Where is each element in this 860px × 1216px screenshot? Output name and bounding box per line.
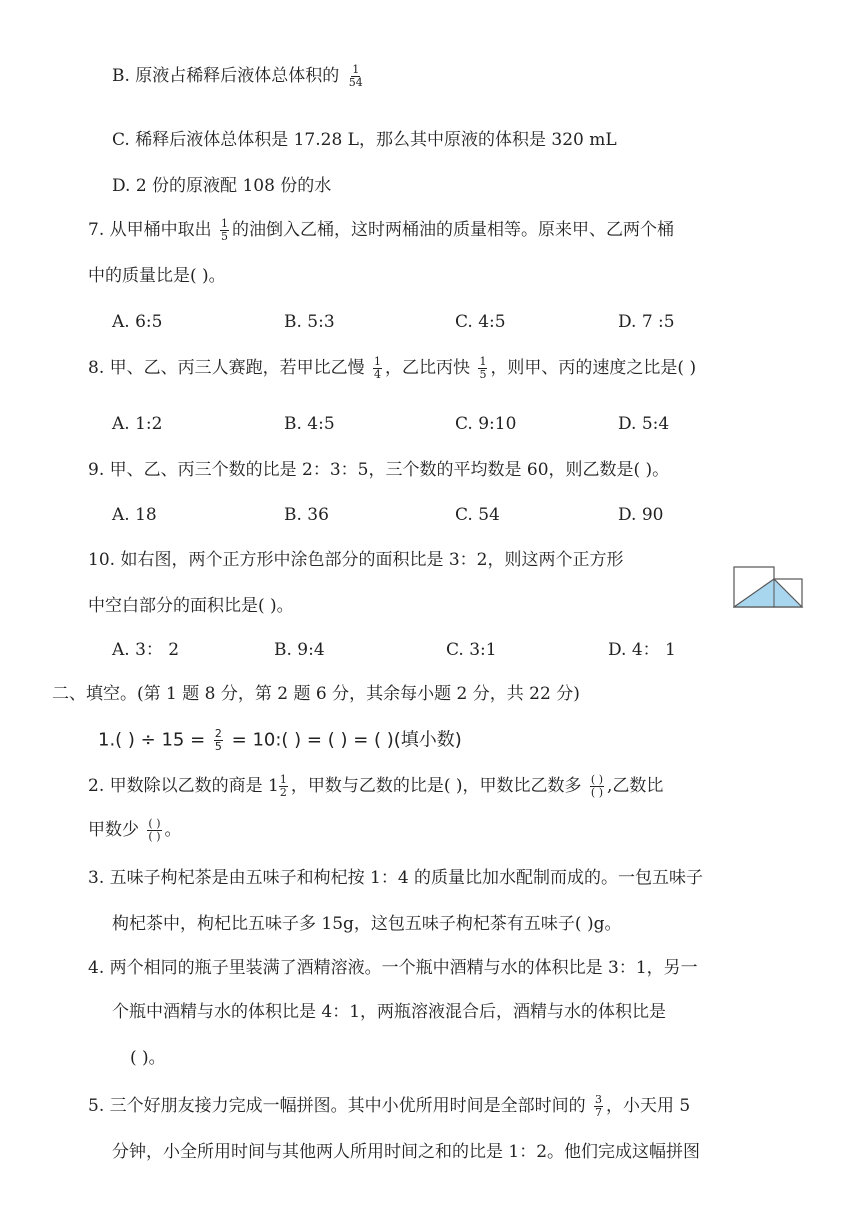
fill1-text-end: = 10:( ) = ( ) = ( )(填小数)	[231, 729, 462, 751]
fraction	[373, 356, 382, 381]
numerator: 1	[221, 217, 229, 230]
fill2-line1	[88, 774, 663, 799]
q7-text-cont: 的油倒入乙桶，这时两桶油的质量相等。原来甲、乙两个桶	[232, 220, 675, 240]
fill5-text: 5. 三个好朋友接力完成一幅拼图。其中小优所用时间是全部时间的	[88, 1096, 586, 1116]
q6-option-b	[112, 64, 367, 89]
fill2-line2	[88, 818, 182, 843]
fraction	[220, 218, 229, 243]
q8-text: 8. 甲、乙、丙三人赛跑，若甲比乙慢	[88, 358, 365, 378]
numerator: 2	[214, 727, 222, 740]
denominator: 54	[348, 76, 363, 89]
q7-option-b: B. 5:3	[284, 312, 335, 332]
numerator: 1	[479, 355, 487, 368]
fraction	[594, 1094, 603, 1119]
q7-text: 7. 从甲桶中取出	[88, 220, 212, 240]
numerator: 1	[279, 773, 287, 786]
denominator: 2	[279, 786, 287, 799]
q8-option-a: A. 1:2	[112, 414, 163, 434]
q7-option-c: C. 4:5	[455, 312, 506, 332]
q8-text-mid: ，乙比丙快	[385, 358, 471, 378]
q8-option-b: B. 4:5	[284, 414, 335, 434]
q8-text-end: ，则甲、丙的速度之比是( )	[490, 358, 697, 378]
q7-option-a: A. 6:5	[112, 312, 163, 332]
two-squares-figure	[733, 566, 805, 608]
period: 。	[164, 820, 182, 840]
denominator: 5	[214, 740, 222, 753]
numerator: 3	[595, 1093, 603, 1106]
fill1-text: 1.( ) ÷ 15 =	[98, 729, 206, 751]
fraction	[348, 64, 364, 89]
q9-option-d: D. 90	[618, 505, 664, 525]
q7-line1	[88, 218, 674, 243]
q7-line2: 中的质量比是( )。	[88, 266, 226, 286]
denominator: 4	[374, 368, 382, 381]
numerator: 1	[374, 355, 382, 368]
denominator: 5	[221, 230, 229, 243]
q10-line2: 中空白部分的面积比是( )。	[88, 596, 294, 616]
q10-option-d: D. 4： 1	[608, 640, 676, 660]
fill5-line1	[88, 1094, 690, 1119]
fill3-line1: 3. 五味子枸杞茶是由五味子和枸杞按 1：4 的质量比加水配制而成的。一包五味子	[88, 868, 704, 888]
section-heading: 二、填空。(第 1 题 8 分，第 2 题 6 分，其余每小题 2 分，共 22 分)	[52, 684, 580, 704]
fill4-line3: ( )。	[130, 1048, 166, 1068]
blank-fraction	[147, 818, 161, 843]
denominator: 5	[479, 368, 487, 381]
fraction	[478, 356, 487, 381]
q9-option-b: B. 36	[284, 505, 329, 525]
numerator: ( )	[148, 817, 161, 830]
q6-option-b-text: B. 原液占稀释后液体总体积的	[112, 66, 340, 86]
q6-option-d: D. 2 份的原液配 108 份的水	[112, 176, 332, 196]
fill5-line2: 分钟，小全所用时间与其他两人所用时间之和的比是 1：2。他们完成这幅拼图	[112, 1142, 701, 1162]
fill5-text-end: ，小天用 5	[606, 1096, 691, 1116]
fill3-line2: 枸杞茶中，枸杞比五味子多 15g，这包五味子枸杞茶有五味子( )g。	[112, 914, 622, 934]
q10-option-a: A. 3： 2	[112, 640, 180, 660]
fraction	[214, 728, 223, 753]
q9-text: 9. 甲、乙、丙三个数的比是 2：3：5，三个数的平均数是 60，则乙数是( )。	[88, 460, 670, 480]
q7-option-d: D. 7 :5	[618, 312, 675, 332]
fill2-text-mid: ，甲数与乙数的比是( )，甲数比乙数多	[290, 776, 582, 796]
blank-fraction	[590, 774, 604, 799]
fill4-line2: 个瓶中酒精与水的体积比是 4：1，两瓶溶液混合后，酒精与水的体积比是	[112, 1002, 667, 1022]
fill2-text-line2: 甲数少	[88, 820, 139, 840]
denominator: 7	[595, 1106, 603, 1119]
q9-option-c: C. 54	[455, 505, 500, 525]
numerator: ( )	[590, 773, 604, 786]
fill2-text-end: ,乙数比	[607, 776, 664, 796]
q8-line1	[88, 356, 696, 381]
denominator: ( )	[590, 786, 604, 799]
q9-option-a: A. 18	[112, 505, 157, 525]
fraction	[279, 774, 288, 799]
fill4-line1: 4. 两个相同的瓶子里装满了酒精溶液。一个瓶中酒精与水的体积比是 3：1，另一	[88, 958, 698, 978]
fill1-equation	[98, 728, 462, 753]
numerator: 1	[352, 63, 360, 76]
q8-option-c: C. 9:10	[455, 414, 517, 434]
q10-option-b: B. 9:4	[274, 640, 325, 660]
denominator: ( )	[148, 830, 161, 843]
q8-option-d: D. 5:4	[618, 414, 670, 434]
q10-option-c: C. 3:1	[446, 640, 497, 660]
fill2-text: 2. 甲数除以乙数的商是 1	[88, 776, 279, 796]
q10-line1: 10. 如右图，两个正方形中涂色部分的面积比是 3：2，则这两个正方形	[88, 550, 624, 570]
q6-option-c: C. 稀释后液体总体积是 17.28 L，那么其中原液的体积是 320 mL	[112, 130, 617, 150]
